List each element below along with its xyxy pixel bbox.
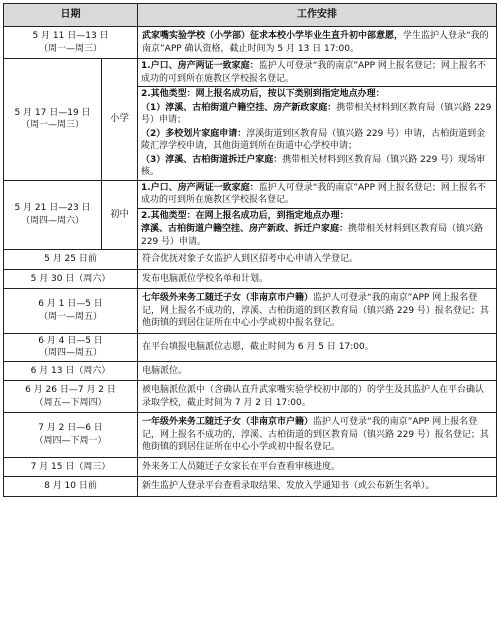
content-paragraph — [141, 60, 493, 85]
content-paragraph — [141, 210, 493, 223]
date-line: 5 月 30 日（周六） — [30, 273, 111, 284]
content-text: 发布电脑派位学校名单和计划。 — [142, 273, 269, 284]
date-line: （周四—下周一） — [34, 435, 107, 446]
table-row — [4, 180, 497, 208]
schedule-content — [138, 413, 497, 458]
schedule-date — [4, 413, 138, 458]
content-text: 电脑派位。 — [142, 365, 188, 376]
date-line: 7 月 15 日（周三） — [30, 461, 111, 472]
content-bold: 2.其他类型：网上报名成功后，按以下类别到指定地点办理： — [141, 89, 385, 99]
table-row — [4, 457, 497, 477]
date-line: 5 月 21 日—23 日 — [14, 203, 91, 214]
schedule-content — [138, 333, 497, 361]
date-line: 8 月 10 日前 — [44, 481, 97, 491]
content-paragraph — [142, 341, 492, 354]
content-paragraph — [142, 30, 492, 55]
content-bold: （1）淳溪、古柏街道户籍空挂、房产新政家庭： — [141, 102, 337, 113]
table-row — [4, 250, 497, 270]
table-row — [4, 59, 497, 87]
schedule-date — [4, 27, 138, 59]
content-bold: 七年级外来务工随迁子女（非南京市户籍） — [142, 293, 314, 303]
content-paragraph — [141, 102, 493, 127]
content-paragraph — [142, 365, 492, 378]
date-line: 7 月 2 日—6 日 — [38, 423, 103, 434]
schedule-content — [138, 477, 497, 497]
schedule-content — [138, 87, 497, 181]
content-paragraph — [142, 416, 492, 454]
date-line: （周一—周三） — [20, 120, 84, 131]
content-bold: （3）淳溪、古柏街道拆迁户家庭： — [141, 154, 283, 165]
content-bold: 武家嘴实验学校（小学部）征求本校小学毕业生直升初中部意愿， — [142, 31, 404, 41]
schedule-date — [4, 333, 138, 361]
header-date: 日期 — [4, 4, 138, 27]
date-line: （周一—周三） — [38, 43, 102, 54]
content-paragraph — [142, 292, 492, 330]
table-row — [4, 361, 497, 381]
table-row — [4, 333, 497, 361]
table-row — [4, 413, 497, 458]
schedule-content — [138, 457, 497, 477]
schedule-content — [138, 361, 497, 381]
date-line: （周五—下周四） — [34, 397, 107, 408]
content-text: 携带相关材料到区教育局（镇兴路 229 号）申请； — [141, 102, 492, 125]
content-text: 外来务工人员随迁子女家长在平台查看审核进度。 — [142, 461, 341, 472]
content-paragraph — [142, 384, 492, 409]
content-paragraph — [141, 88, 493, 101]
date-line: 5 月 17 日—19 日 — [14, 107, 91, 118]
content-paragraph — [142, 273, 492, 286]
content-text: 监护人可登录“我的南京”APP 网上报名登记，网上报名不成功的，淳溪、古柏街道的到区教育局（镇兴路 229 号）报名登记；其他街镇的到居住证所在中心小学或初中报名登记。 — [142, 417, 489, 452]
header-work: 工作安排 — [138, 4, 497, 27]
schedule-date — [4, 250, 138, 270]
schedule-content — [138, 208, 497, 250]
content-paragraph — [141, 154, 493, 179]
content-text: 淳溪街道到区教育局（镇兴路 229 号）申请，古柏街道到金陵汇淳学校申请，其他街道到所在街道中心学校申请； — [141, 128, 486, 151]
content-text: 学生监护人登录“我的南京”APP 确认资格，截止时间为 5 月 13 日 17:00。 — [142, 31, 489, 54]
date-line: 6 月 4 日—5 日 — [38, 335, 103, 346]
table-row — [4, 381, 497, 413]
date-line: 6 月 26 日—7 月 2 日 — [25, 385, 116, 395]
content-text: 携带相关材料到区教育局（镇兴路 229 号）申请。 — [141, 224, 484, 247]
date-line: 5 月 11 日—13 日 — [32, 31, 109, 41]
content-bold: 2.其他类型：在网上报名成功后，到指定地点办理： — [141, 210, 349, 221]
content-bold: 淳溪、古柏街道户籍空挂、房产新政、拆迁户家庭： — [141, 224, 349, 234]
content-paragraph — [142, 253, 492, 266]
schedule-date — [4, 457, 138, 477]
content-text: 被电脑派位派中（含确认直升武家嘴实验学校初中部的）的学生及其监护人在平台确认录取学校，截止时间为 7 月 2 日 17:00。 — [142, 385, 485, 408]
schedule-date — [4, 361, 138, 381]
content-bold: 1.户口、房产两证一致家庭： — [141, 182, 259, 193]
schedule-content — [138, 250, 497, 270]
content-bold: 1.户口、房产两证一致家庭： — [141, 61, 259, 71]
school-level: 小学 — [102, 59, 138, 181]
content-text: 符合优抚对象子女监护人到区招考中心申请入学登记。 — [142, 254, 359, 264]
enrollment-schedule-table — [3, 3, 497, 497]
schedule-content — [138, 289, 497, 334]
table-row — [4, 289, 497, 334]
schedule-body — [4, 4, 497, 497]
date-line: （周四—周六） — [20, 215, 84, 226]
table-header-row — [4, 4, 497, 27]
schedule-date — [4, 59, 102, 181]
date-line: 5 月 25 日前 — [44, 254, 97, 264]
schedule-content — [138, 269, 497, 289]
schedule-date — [4, 477, 138, 497]
content-paragraph — [141, 223, 493, 248]
content-bold: （2）多校划片家庭申请： — [141, 128, 247, 139]
table-row — [4, 27, 497, 59]
content-paragraph — [142, 480, 492, 493]
content-text: 在平台填报电脑派位志愿，截止时间为 6 月 5 日 17:00。 — [142, 341, 374, 352]
schedule-date — [4, 269, 138, 289]
content-bold: 一年级外来务工随迁子女（非南京市户籍） — [142, 417, 314, 427]
schedule-date — [4, 180, 102, 250]
content-text: 携带相关材料到区教育局（镇兴路 229 号）现场审核。 — [141, 154, 486, 177]
content-text: 监护人可登录“我的南京”APP 网上报名登记；网上报名不成功的可到所在施教区学校报名登记。 — [141, 182, 486, 205]
schedule-content — [138, 180, 497, 208]
date-line: （周一—周五） — [38, 311, 102, 322]
schedule-content — [138, 381, 497, 413]
content-paragraph — [142, 461, 492, 474]
schedule-content — [138, 27, 497, 59]
schedule-date — [4, 289, 138, 334]
table-row — [4, 477, 497, 497]
content-text: 新生监护人登录平台查看录取结果、发放入学通知书（或公布新生名单）。 — [142, 481, 435, 491]
date-line: 6 月 13 日（周六） — [30, 365, 111, 376]
table-row — [4, 269, 497, 289]
schedule-content — [138, 59, 497, 87]
content-paragraph — [141, 128, 493, 153]
content-text: 监护人可登录“我的南京”APP 网上报名登记，网上报名不成功的，淳溪、古柏街道的到区教育局（镇兴路 229 号）报名登记；其他街镇的到居住证所在中心小学或初中报名登记。 — [142, 293, 489, 328]
school-level: 初中 — [102, 180, 138, 250]
date-line: 6 月 1 日—5 日 — [38, 299, 103, 310]
schedule-date — [4, 381, 138, 413]
content-text: 监护人可登录“我的南京”APP 网上报名登记；网上报名不成功的可到所在施教区学校报名登记。 — [141, 61, 486, 84]
date-line: （周四—周五） — [38, 348, 102, 358]
content-paragraph — [141, 182, 493, 207]
